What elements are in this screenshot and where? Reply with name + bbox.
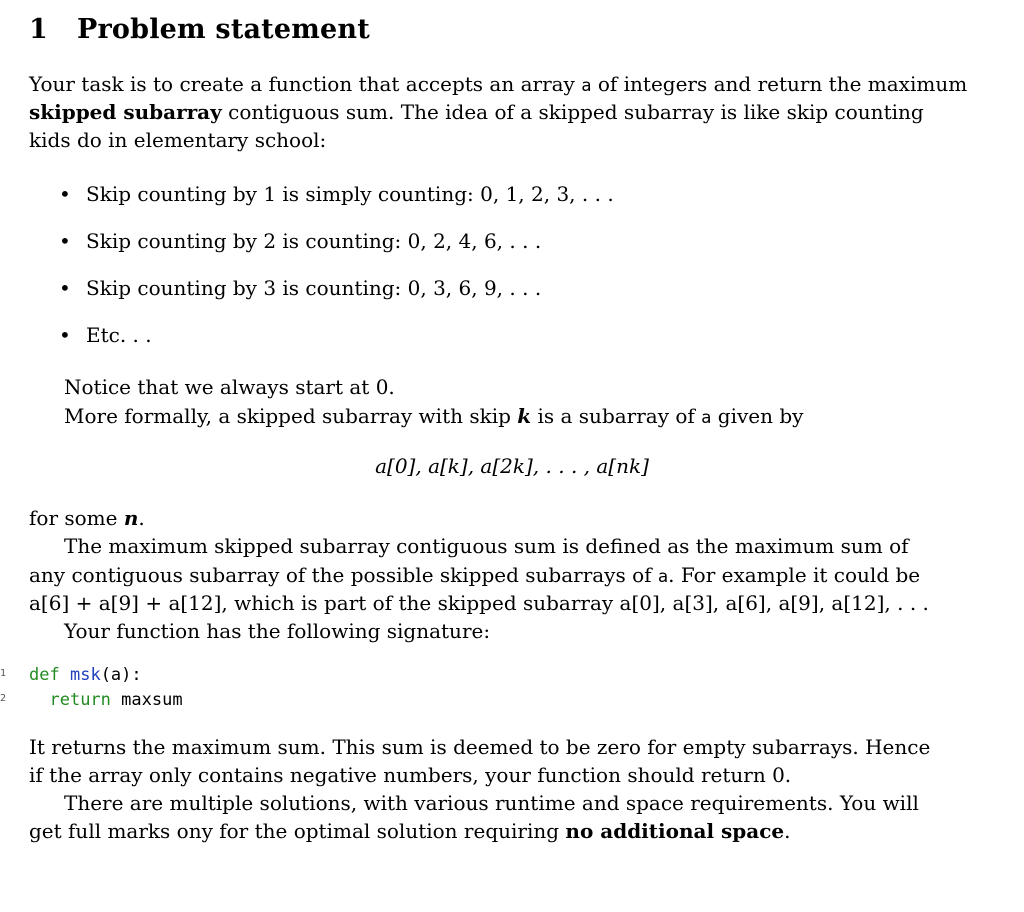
code-line-number: 2 bbox=[0, 693, 7, 704]
bullet-item: • Skip counting by 2 is counting: 0, 2, 4, 6, . . . bbox=[59, 229, 542, 253]
keyword-def: def bbox=[29, 665, 60, 685]
closing-line-3: There are multiple solutions, with various runtime and space requirements. You will bbox=[64, 791, 919, 815]
intro-line-2: skipped subarray contiguous sum. The idea of a skipped subarray is like skip counting bbox=[29, 100, 924, 124]
code-var: a bbox=[581, 76, 592, 96]
for-some-line: for some n. bbox=[29, 506, 145, 530]
bullet-icon: • bbox=[59, 229, 71, 253]
intro-line-3: kids do in elementary school: bbox=[29, 128, 327, 152]
formal-line: More formally, a skipped subarray with skip k is a subarray of a given by bbox=[64, 404, 804, 428]
bullet-icon: • bbox=[59, 276, 71, 300]
keyword-return: return bbox=[49, 690, 111, 710]
definition-line-1: The maximum skipped subarray contiguous sum is defined as the maximum sum of bbox=[64, 534, 909, 558]
bold-term: no additional space bbox=[565, 819, 785, 843]
section-title: Problem statement bbox=[77, 14, 370, 45]
definition-line-2: any contiguous subarray of the possible skipped subarrays of a. For example it could be bbox=[29, 563, 921, 587]
bullet-icon: • bbox=[59, 323, 71, 347]
bullet-item: • Skip counting by 3 is counting: 0, 3, 6, 9, . . . bbox=[59, 276, 542, 300]
notice-line: Notice that we always start at 0. bbox=[64, 375, 395, 399]
bullet-item: • Etc. . . bbox=[59, 323, 152, 347]
equation: a[0], a[k], a[2k], . . . , a[nk] bbox=[375, 454, 649, 478]
code-block: def msk(a): return maxsum bbox=[29, 665, 183, 710]
closing-line-1: It returns the maximum sum. This sum is deemed to be zero for empty subarrays. Hence bbox=[29, 735, 931, 759]
closing-line-4: get full marks ony for the optimal solution requiring no additional space. bbox=[29, 819, 791, 843]
signature-line: Your function has the following signature: bbox=[64, 619, 491, 643]
bullet-item: • Skip counting by 1 is simply counting: 0, 1, 2, 3, . . . bbox=[59, 182, 614, 206]
closing-line-2: if the array only contains negative numbers, your function should return 0. bbox=[29, 763, 792, 787]
definition-line-3: a[6] + a[9] + a[12], which is part of the skipped subarray a[0], a[3], a[6], a[9], a[12], . . . bbox=[29, 591, 929, 615]
intro-line-1: Your task is to create a function that accepts an array a of integers and return the maximum bbox=[29, 72, 968, 96]
section-heading bbox=[29, 14, 370, 45]
bold-term: skipped subarray bbox=[29, 100, 222, 124]
bullet-icon: • bbox=[59, 182, 71, 206]
function-name: msk bbox=[69, 665, 101, 685]
code-line-number: 1 bbox=[0, 668, 7, 679]
section-number: 1 bbox=[29, 14, 48, 45]
